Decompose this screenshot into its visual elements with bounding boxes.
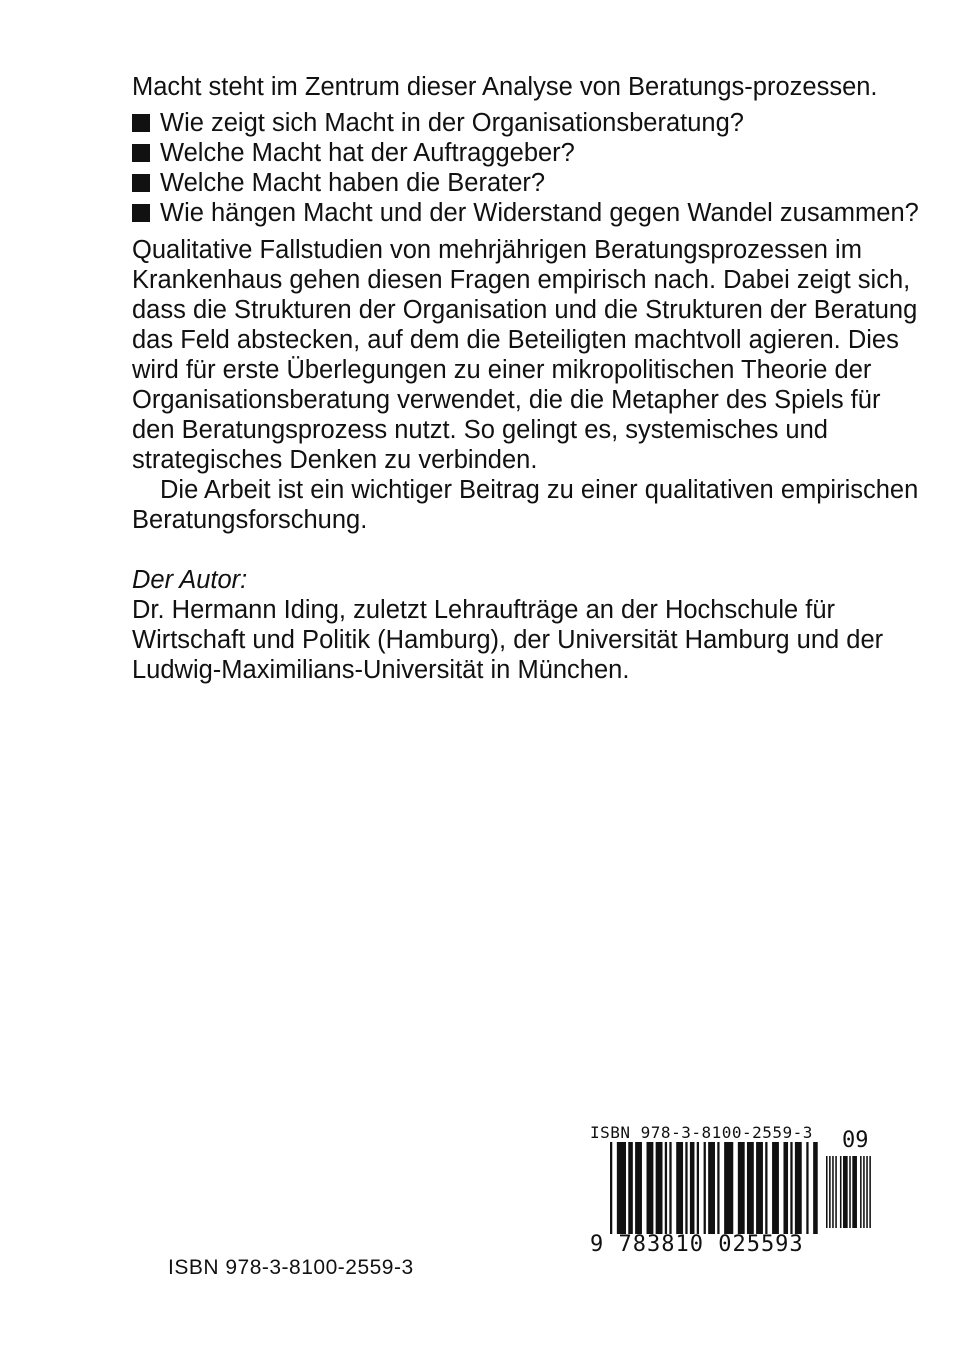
barcode-bar <box>795 1142 802 1234</box>
back-cover-text <box>132 72 922 685</box>
barcode-bar <box>617 1142 626 1234</box>
barcode-bar <box>852 1156 857 1228</box>
barcode-bar <box>849 1156 851 1228</box>
barcode-bar <box>708 1142 715 1234</box>
body-paragraph: Qualitative Fallstudien von mehrjährigen Beratungsprozessen im Krankenhaus gehen diesen Fragen empirisch nach. Dabei zeigt sich, dass die Strukturen der Organisation und die Strukturen der Beratung das Feld abstecken, auf dem die Beteiligten machtvoll agieren. Dies wird für erste Überlegungen zu einer mikropolitischen Theorie der Organisationsberatung verwendet, die die Metapher des Spiels für den Beratungsprozess nutzt. So gelingt es, systemisches und strategisches Denken zu verbinden. <box>132 236 918 474</box>
question-item: Welche Macht hat der Auftraggeber? <box>132 138 922 168</box>
isbn-barcode <box>590 1120 880 1260</box>
barcode-bar <box>843 1156 848 1228</box>
question-item: Welche Macht haben die Berater? <box>132 168 922 198</box>
intro-paragraph: Macht steht im Zentrum dieser Analyse von Beratungs-prozessen. <box>132 73 878 101</box>
barcode-bar <box>860 1156 862 1228</box>
question-item: Wie zeigt sich Macht in der Organisationsberatung? <box>132 108 922 138</box>
barcode-bar <box>832 1156 834 1228</box>
barcode-bar <box>813 1142 818 1234</box>
contribution-paragraph: Die Arbeit ist ein wichtiger Beitrag zu einer qualitativen empirischen Beratungsforschung. <box>132 476 919 534</box>
barcode-bar <box>829 1156 831 1228</box>
barcode-bar <box>765 1142 767 1234</box>
barcode-bar <box>840 1156 842 1228</box>
isbn-footer: ISBN 978-3-8100-2559-3 <box>168 1256 414 1279</box>
barcode-bar <box>704 1142 706 1234</box>
barcode-bar <box>610 1142 612 1234</box>
barcode-bar <box>628 1142 633 1234</box>
barcode-bar <box>717 1142 719 1234</box>
barcode-bar <box>724 1142 733 1234</box>
square-bullet-icon <box>132 204 150 222</box>
barcode-bar <box>772 1142 779 1234</box>
barcode-bar <box>647 1142 654 1234</box>
barcode-bar <box>747 1142 754 1234</box>
barcode-bar <box>806 1142 808 1234</box>
barcode-bar <box>866 1156 868 1228</box>
barcode-bar <box>863 1156 865 1228</box>
barcode-addon-bars <box>826 1156 874 1228</box>
barcode-ean-digits: 9 783810 025593 <box>590 1232 804 1257</box>
square-bullet-icon <box>132 144 150 162</box>
barcode-isbn-label: ISBN 978-3-8100-2559-3 <box>590 1123 813 1142</box>
barcode-bar <box>783 1142 788 1234</box>
barcode-bar <box>738 1142 745 1234</box>
barcode-bar <box>869 1156 871 1228</box>
barcode-bar <box>790 1142 792 1234</box>
author-bio: Dr. Hermann Iding, zuletzt Lehraufträge an der Hochschule für Wirtschaft und Politik (Hamburg), der Universität Hamburg und der Ludwig-Maximilians-Universität in München. <box>132 596 884 684</box>
barcode-addon-digits: 09 <box>842 1128 869 1153</box>
barcode-bar <box>685 1142 687 1234</box>
barcode-bar <box>756 1142 763 1234</box>
barcode-bar <box>669 1142 671 1234</box>
question-item: Wie hängen Macht und der Widerstand gegen Wandel zusammen? <box>132 198 922 228</box>
barcode-bar <box>635 1142 642 1234</box>
barcode-bar <box>835 1156 837 1228</box>
barcode-bar <box>697 1142 699 1234</box>
square-bullet-icon <box>132 114 150 132</box>
square-bullet-icon <box>132 174 150 192</box>
barcode-bar <box>665 1142 667 1234</box>
question-list <box>132 108 922 228</box>
author-heading: Der Autor: <box>132 566 248 594</box>
barcode-bars <box>610 1142 820 1234</box>
barcode-bar <box>676 1142 683 1234</box>
barcode-bar <box>826 1156 828 1228</box>
barcode-bar <box>656 1142 663 1234</box>
barcode-bar <box>690 1142 695 1234</box>
